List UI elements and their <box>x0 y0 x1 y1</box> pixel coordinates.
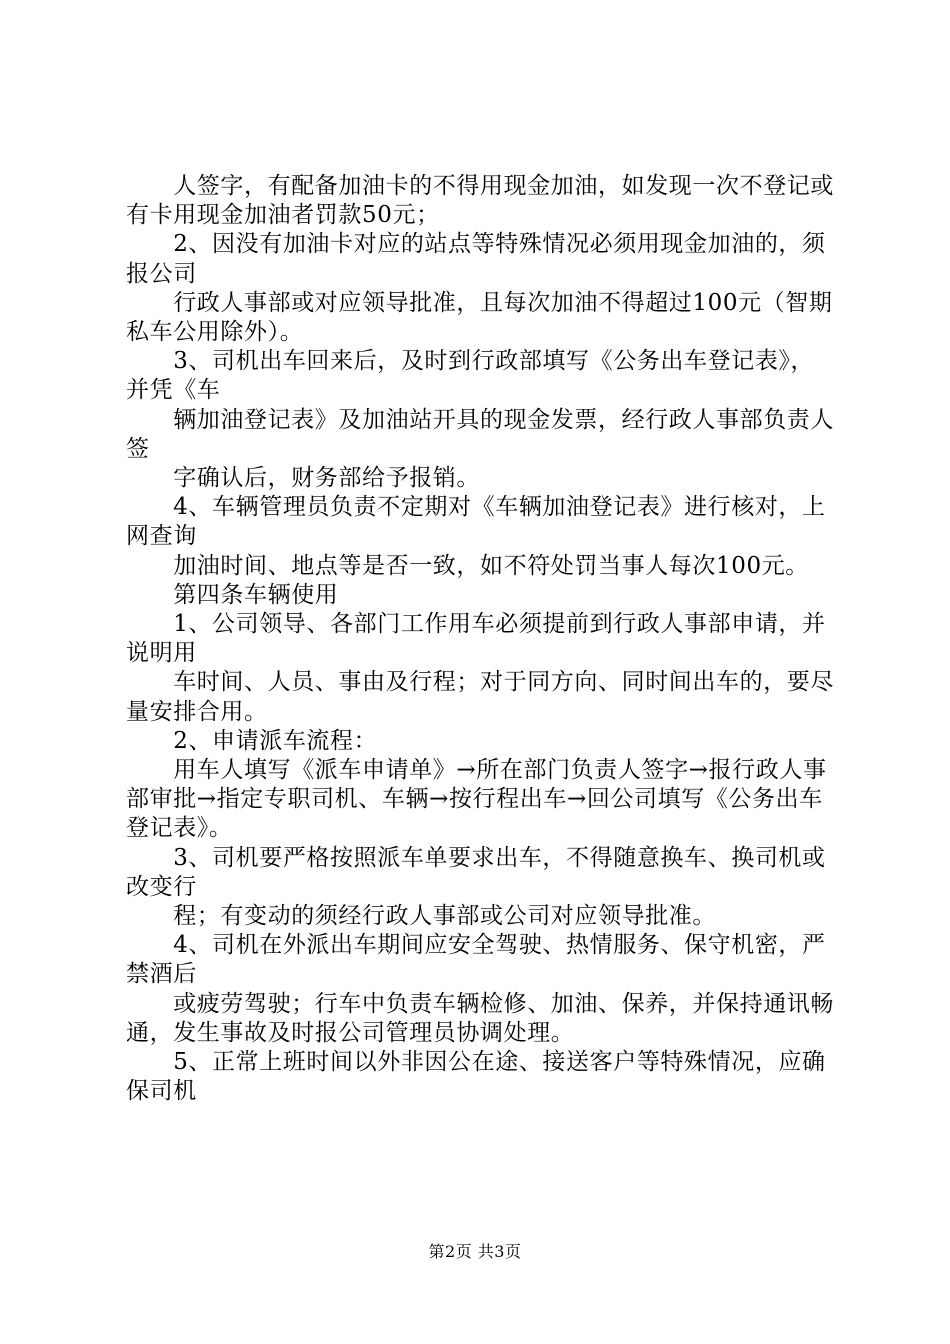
paragraph-7: 4、车辆管理员负责不定期对《车辆加油登记表》进行核对，上网查询 <box>126 494 826 550</box>
paragraph-15: 程；有变动的须经行政人事部或公司对应领导批准。 <box>126 903 716 930</box>
paragraph-8: 加油时间、地点等是否一致，如不符处罚当事人每次100元。 <box>126 552 809 579</box>
paragraph-11: 车时间、人员、事由及行程；对于同方向、同时间出车的，要尽量安排合用。 <box>126 669 834 725</box>
page-number-label: 第2页 共3页 <box>428 1242 522 1261</box>
paragraph-1: 人签字，有配备加油卡的不得用现金加油，如发现一次不登记或有卡用现金加油者罚款50元； <box>126 173 834 229</box>
paragraph-17: 或疲劳驾驶；行车中负责车辆检修、加油、保养，并保持通讯畅通，发生事故及时报公司管理员协调处理。 <box>126 990 834 1046</box>
paragraph-3: 行政人事部或对应领导批准，且每次加油不得超过100元（智期私车公用除外）。 <box>126 289 833 346</box>
page-footer <box>0 1242 950 1262</box>
paragraph-12: 2、申请派车流程： <box>126 727 378 754</box>
paragraph-5: 辆加油登记表》及加油站开具的现金发票，经行政人事部负责人签 <box>126 406 834 462</box>
section-heading: 第四条车辆使用 <box>126 581 339 608</box>
paragraph-13: 用车人填写《派车申请单》→所在部门负责人签字→报行政人事部审批→指定专职司机、车辆→按行程出车→回公司填写《公务出车登记表》。 <box>126 757 827 842</box>
paragraph-14: 3、司机要严格按照派车单要求出车，不得随意换车、换司机或改变行 <box>126 844 826 900</box>
paragraph-4: 3、司机出车回来后，及时到行政部填写《公务出车登记表》，并凭《车 <box>126 348 815 404</box>
paragraph-18: 5、正常上班时间以外非因公在途、接送客户等特殊情况，应确保司机 <box>126 1049 826 1105</box>
paragraph-6: 字确认后，财务部给予报销。 <box>126 465 480 492</box>
document-body <box>126 172 834 1107</box>
paragraph-2: 2、因没有加油卡对应的站点等特殊情况必须用现金加油的，须报公司 <box>126 231 826 287</box>
paragraph-10: 1、公司领导、各部门工作用车必须提前到行政人事部申请，并说明用 <box>126 611 826 667</box>
paragraph-16: 4、司机在外派出车期间应安全驾驶、热情服务、保守机密，严禁酒后 <box>126 932 826 988</box>
